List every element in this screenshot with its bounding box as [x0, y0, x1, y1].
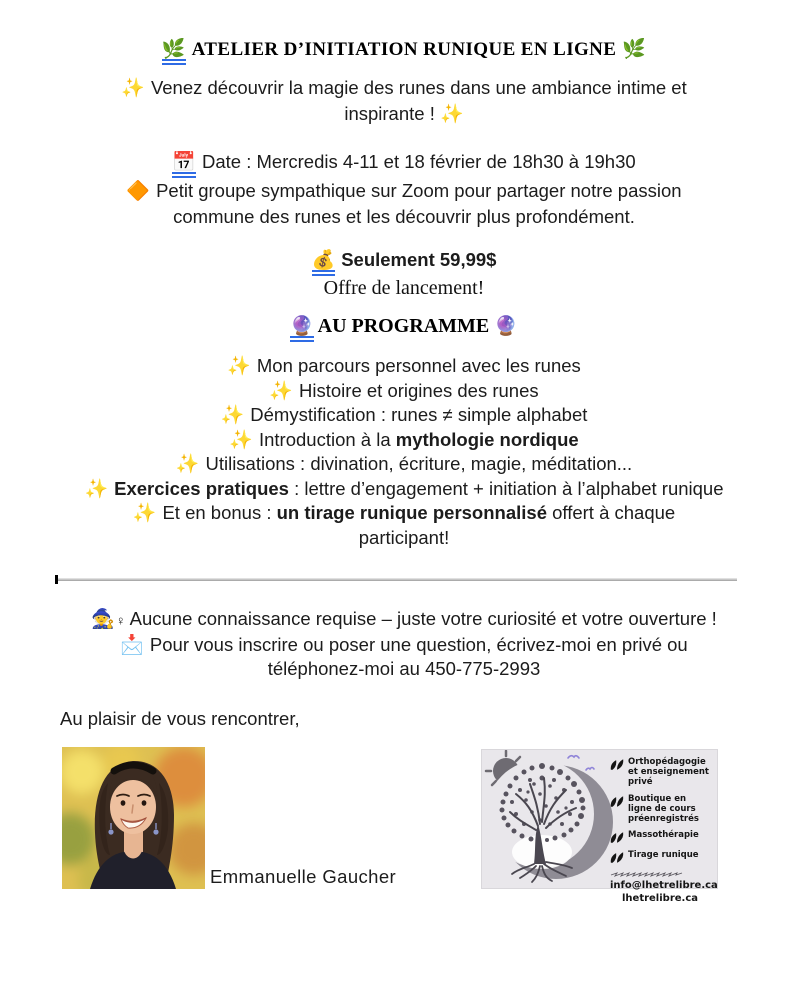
programme-item	[104, 501, 704, 550]
herb-icon: 🌿	[162, 40, 186, 65]
offer-line: Offre de lancement!	[323, 277, 485, 299]
moneybag-icon: 💰	[312, 251, 336, 276]
envelope-icon: 📩	[120, 634, 144, 656]
diamond-icon: 🔶	[126, 180, 151, 202]
programme-item	[60, 428, 748, 453]
service-row	[610, 850, 710, 864]
sparkles-icon: ✨	[269, 379, 294, 402]
item-text: Utilisations : divination, écriture, magie, méditation...	[205, 453, 633, 474]
item-text: Histoire et origines des runes	[299, 379, 539, 401]
intro-text: Venez découvrir la magie des runes dans une ambiance intime et inspirante !	[150, 77, 687, 124]
title-text: ATELIER D’INITIATION RUNIQUE EN LIGNE	[191, 39, 617, 60]
sparkles-icon: ✨	[439, 103, 464, 125]
portrait-photo	[62, 747, 205, 889]
date-line	[60, 149, 748, 178]
sparkles-icon: ✨	[84, 477, 109, 500]
mage-icon: 🧙	[91, 608, 115, 630]
date-text: Date : Mercredis 4-11 et 18 février de 18h30 à 19h30	[202, 151, 636, 172]
price-text: Seulement 59,99$	[341, 249, 497, 270]
portrait-illustration	[62, 747, 205, 889]
item-text: Démystification : runes ≠ simple alphabet	[250, 404, 588, 425]
programme-item	[60, 452, 748, 477]
item-bold: Exercices pratiques	[114, 477, 289, 499]
service-label: Massothérapie	[628, 830, 699, 841]
programme-heading-text: AU PROGRAMME	[317, 315, 490, 337]
requirements-line	[84, 607, 724, 633]
service-label: Boutique en ligne de cours préenregistrés	[628, 793, 699, 824]
signature-name: Emmanuelle Gaucher	[210, 866, 397, 887]
card-website: lhetrelibre.ca	[621, 893, 699, 905]
programme-list	[60, 354, 748, 550]
programme-item	[60, 379, 748, 404]
crystal-ball-icon: 🔮	[494, 315, 518, 337]
crystal-ball-icon: 🔮	[290, 317, 314, 342]
item-bold: un tirage runique personnalisé	[276, 502, 547, 523]
item-text: offert à chaque participant!	[358, 502, 676, 548]
runic-divider	[610, 870, 710, 877]
service-label: Tirage runique	[628, 850, 699, 861]
group-text: Petit groupe sympathique sur Zoom pour partager notre passion commune des runes et les découvrir plus profondément.	[156, 180, 682, 227]
programme-item	[60, 354, 748, 379]
tree-of-life-art	[482, 750, 617, 888]
sparkles-icon: ✨	[227, 355, 251, 377]
calendar-icon: 📅	[172, 153, 196, 178]
female-sign-icon: ♀	[115, 613, 126, 628]
bottom-row	[60, 747, 748, 905]
sparkles-icon: ✨	[229, 428, 253, 451]
info-section	[60, 607, 748, 681]
item-text: Et en bonus :	[162, 502, 277, 523]
page-title	[60, 38, 748, 65]
requirements-text: Aucune connaissance requise – juste votre curiosité et votre ouverture !	[129, 608, 717, 629]
item-text: Mon parcours personnel avec les runes	[256, 355, 581, 376]
leaf-icon	[610, 795, 624, 808]
service-label: Orthopédagogie et enseignement privé	[628, 757, 709, 788]
date-section	[60, 149, 748, 229]
service-row	[610, 794, 710, 825]
card-email: info@lhetrelibre.ca	[610, 880, 718, 892]
contact-text: Pour vous inscrire ou poser une question, écrivez-moi en privé ou téléphonez-moi au	[149, 634, 688, 679]
group-line	[94, 178, 714, 229]
price-line	[60, 249, 748, 276]
service-row	[610, 830, 710, 844]
section-divider	[57, 578, 737, 581]
programme-heading	[60, 315, 748, 342]
business-card	[481, 749, 718, 905]
phone-number: 450-775-2993	[425, 658, 541, 679]
leaf-icon	[610, 851, 624, 864]
herb-icon: 🌿	[622, 38, 647, 60]
programme-item	[84, 477, 724, 502]
leaf-icon	[610, 758, 624, 771]
programme-item	[60, 403, 748, 428]
item-text: : lettre d’engagement + initiation à l’alphabet runique	[288, 477, 724, 499]
service-row	[610, 757, 710, 788]
sparkles-icon: ✨	[175, 453, 200, 475]
intro-line	[94, 75, 714, 127]
closing-line: Au plaisir de vous rencontrer,	[60, 708, 300, 729]
sparkles-icon: ✨	[121, 77, 145, 99]
leaf-icon	[610, 831, 624, 844]
item-text: Introduction à la	[258, 428, 396, 450]
item-bold: mythologie nordique	[395, 428, 579, 450]
sparkles-icon: ✨	[220, 404, 245, 426]
card-services	[610, 757, 718, 905]
sparkles-icon: ✨	[132, 502, 157, 524]
contact-line	[84, 633, 724, 681]
